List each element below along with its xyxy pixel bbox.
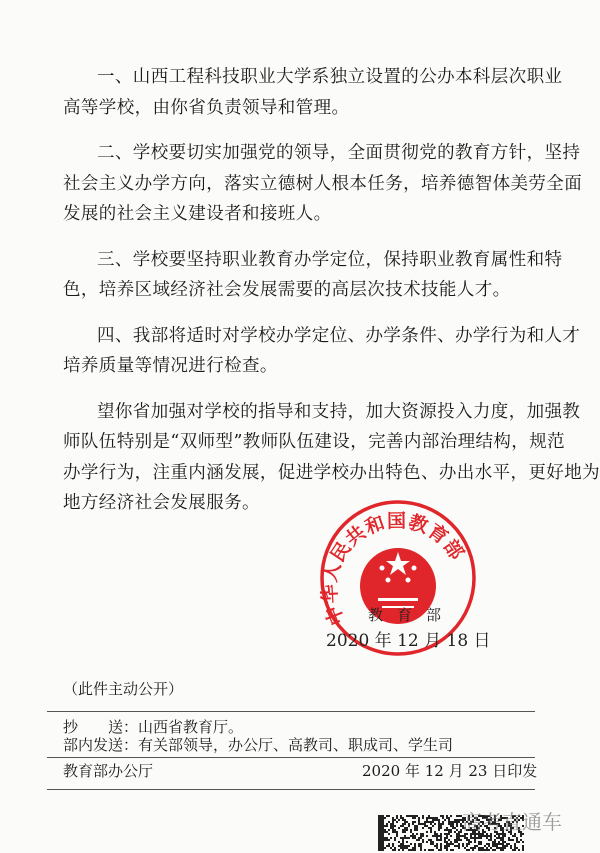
paragraph-line: 三、学校要坚持职业教育办学定位，保持职业教育属性和特: [97, 249, 563, 270]
paragraph-line: 一、山西工程科技职业大学系独立设置的公办本科层次职业: [97, 67, 563, 87]
paragraph-line: 发展的社会主义建设者和接班人。: [63, 204, 332, 224]
cc-label: 抄 送：: [63, 718, 139, 736]
internal-value: 有关部领导，办公厅、高教司、职成司、学生司: [138, 736, 454, 754]
paragraph: [63, 245, 563, 306]
paragraph-line: 高等学校，由你省负责领导和管理。: [63, 97, 350, 118]
signer: 教育部: [368, 606, 456, 624]
paragraph-line: 师队伍特别是“双师型”教师队伍建设，完善内部治理结构，规范: [63, 432, 565, 452]
paragraph-line: 二、学校要切实加强党的领导，全面贯彻党的教育方针，坚持: [97, 143, 581, 163]
issuer: 教育部办公厅: [63, 762, 154, 780]
paragraph: [63, 62, 563, 123]
watermark: 高考直通车: [462, 810, 562, 834]
internal-label: 部内发送：: [63, 736, 139, 754]
paragraph-line: 培养质量等情况进行检查。: [63, 356, 278, 376]
divider: [47, 789, 535, 790]
paragraph-line: 社会主义办学方向，落实立德树人根本任务，培养德智体美劳全面: [63, 173, 583, 194]
paragraph-line: 地方经济社会发展服务。: [63, 493, 260, 513]
paragraph: [63, 321, 581, 382]
sign-date: 2020 年 12 月 18 日: [326, 631, 491, 651]
print-date: 2020 年 12 月 23 日印发: [362, 762, 538, 780]
paragraph-line: 四、我部将适时对学校办学定位、办学条件、办学行为和人才: [97, 325, 581, 346]
document-body: [63, 62, 600, 534]
internal-line: [63, 734, 453, 755]
paragraph-line: 色，培养区域经济社会发展需要的高层次技术技能人才。: [63, 280, 511, 300]
divider: [47, 757, 535, 758]
divider: [47, 711, 535, 712]
paragraph: [63, 138, 583, 230]
seal-ring-text: 中华人民共和国教育部: [318, 510, 469, 629]
public-note: （此件主动公开）: [63, 680, 184, 698]
paragraph-line: 办学行为，注重内涵发展，促进学校办出特色、办出水平，更好地为: [63, 462, 600, 483]
cc-value: 山西省教育厅。: [138, 718, 244, 736]
paragraph-line: 望你省加强对学校的指导和支持，加大资源投入力度，加强教: [97, 401, 581, 422]
